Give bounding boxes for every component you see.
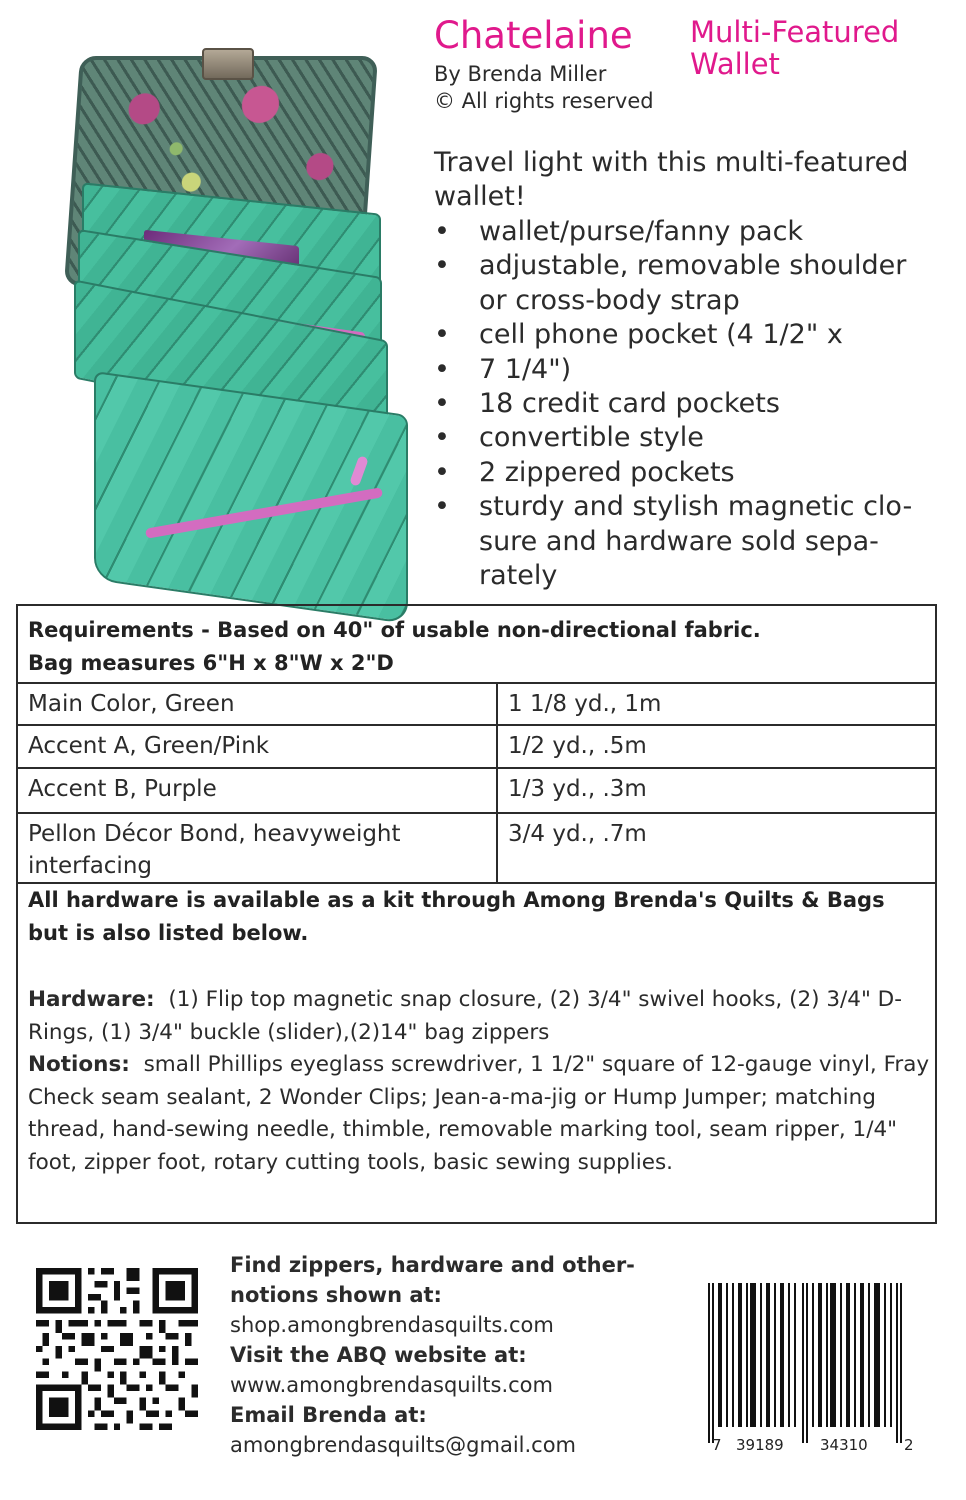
subtitle-line-1: Multi-Featured (690, 15, 900, 49)
website-link[interactable]: www.amongbrendasquilts.com (230, 1373, 553, 1397)
feature-item: • 18 credit card pockets (434, 388, 780, 420)
intro-text: Travel light with this multi-featured wallet! (434, 147, 909, 212)
feature-item: • sturdy and stylish magnetic clo- sure and hardware sold sepa- rately (434, 491, 913, 592)
table-row (18, 813, 935, 883)
barcode-digits: 7 39189 34310 2 (712, 1436, 914, 1454)
fabric-name: Main Color, Green (18, 683, 497, 725)
email-link[interactable]: amongbrendasquilts@gmail.com (230, 1433, 577, 1457)
pattern-title: Chatelaine (434, 14, 633, 57)
feature-item: • cell phone pocket (4 1/2" x (434, 319, 843, 351)
kit-note: All hardware is available as a kit through Among Brenda's Quilts & Bags but is also listed below. (28, 888, 885, 945)
fabric-amount: 3/4 yd., .7m (497, 813, 935, 883)
visit-label: Visit the ABQ website at: (230, 1343, 527, 1367)
requirements-heading: Requirements - Based on 40" of usable non-directional fabric. Bag measures 6"H x 8"W x 2"D (28, 618, 761, 675)
email-label: Email Brenda at: (230, 1403, 427, 1427)
wallet-photo (16, 48, 426, 600)
find-label: Find zippers, hardware and other- notions shown at: (230, 1253, 635, 1307)
requirements-box (16, 604, 937, 1224)
feature-list (434, 215, 934, 593)
author-byline: By Brenda Miller (434, 62, 607, 86)
fabric-table (18, 682, 935, 884)
feature-item: • convertible style (434, 422, 704, 454)
barcode (696, 1283, 924, 1443)
subtitle-line-2: Wallet (690, 47, 780, 81)
feature-item: • wallet/purse/fanny pack (434, 216, 804, 247)
shop-link[interactable]: shop.amongbrendasquilts.com (230, 1313, 554, 1337)
table-row (18, 725, 935, 768)
fabric-name: Pellon Décor Bond, heavyweight interfacing (18, 813, 497, 883)
copyright-notice: © All rights reserved (434, 89, 654, 113)
table-row (18, 683, 935, 725)
fabric-amount: 1 1/8 yd., 1m (497, 683, 935, 725)
contact-info (230, 1250, 660, 1460)
notions-list: Notions: small Phillips eyeglass screwdriver, 1 1/2" square of 12-gauge vinyl, Fray Check seam sealant, 2 Wonder Clips; Jean-a-ma-jig or Hump Jumper; matching thread, hand-sewing needle, thimble, removable marking tool, seam ripper, 1/4" foot, zipper foot, rotary cutting tools, basic sewing supplies. (28, 1052, 930, 1175)
fabric-name: Accent B, Purple (18, 768, 497, 813)
feature-item: • 2 zippered pockets (434, 456, 735, 488)
hardware-list: Hardware: (1) Flip top magnetic snap closure, (2) 3/4" swivel hooks, (2) 3/4" D-Rings, (1) 3/4" buckle (slider),(2)14" bag zippers (28, 987, 902, 1045)
feature-item: • 7 1/4") (434, 353, 572, 385)
fabric-name: Accent A, Green/Pink (18, 725, 497, 768)
table-row (18, 768, 935, 813)
qr-code (36, 1268, 198, 1430)
feature-item: • adjustable, removable shoulder or cross-body strap (434, 250, 907, 316)
fabric-amount: 1/3 yd., .3m (497, 768, 935, 813)
pattern-subtitle (690, 16, 960, 80)
clasp-hardware (202, 48, 254, 80)
fabric-amount: 1/2 yd., .5m (497, 725, 935, 768)
